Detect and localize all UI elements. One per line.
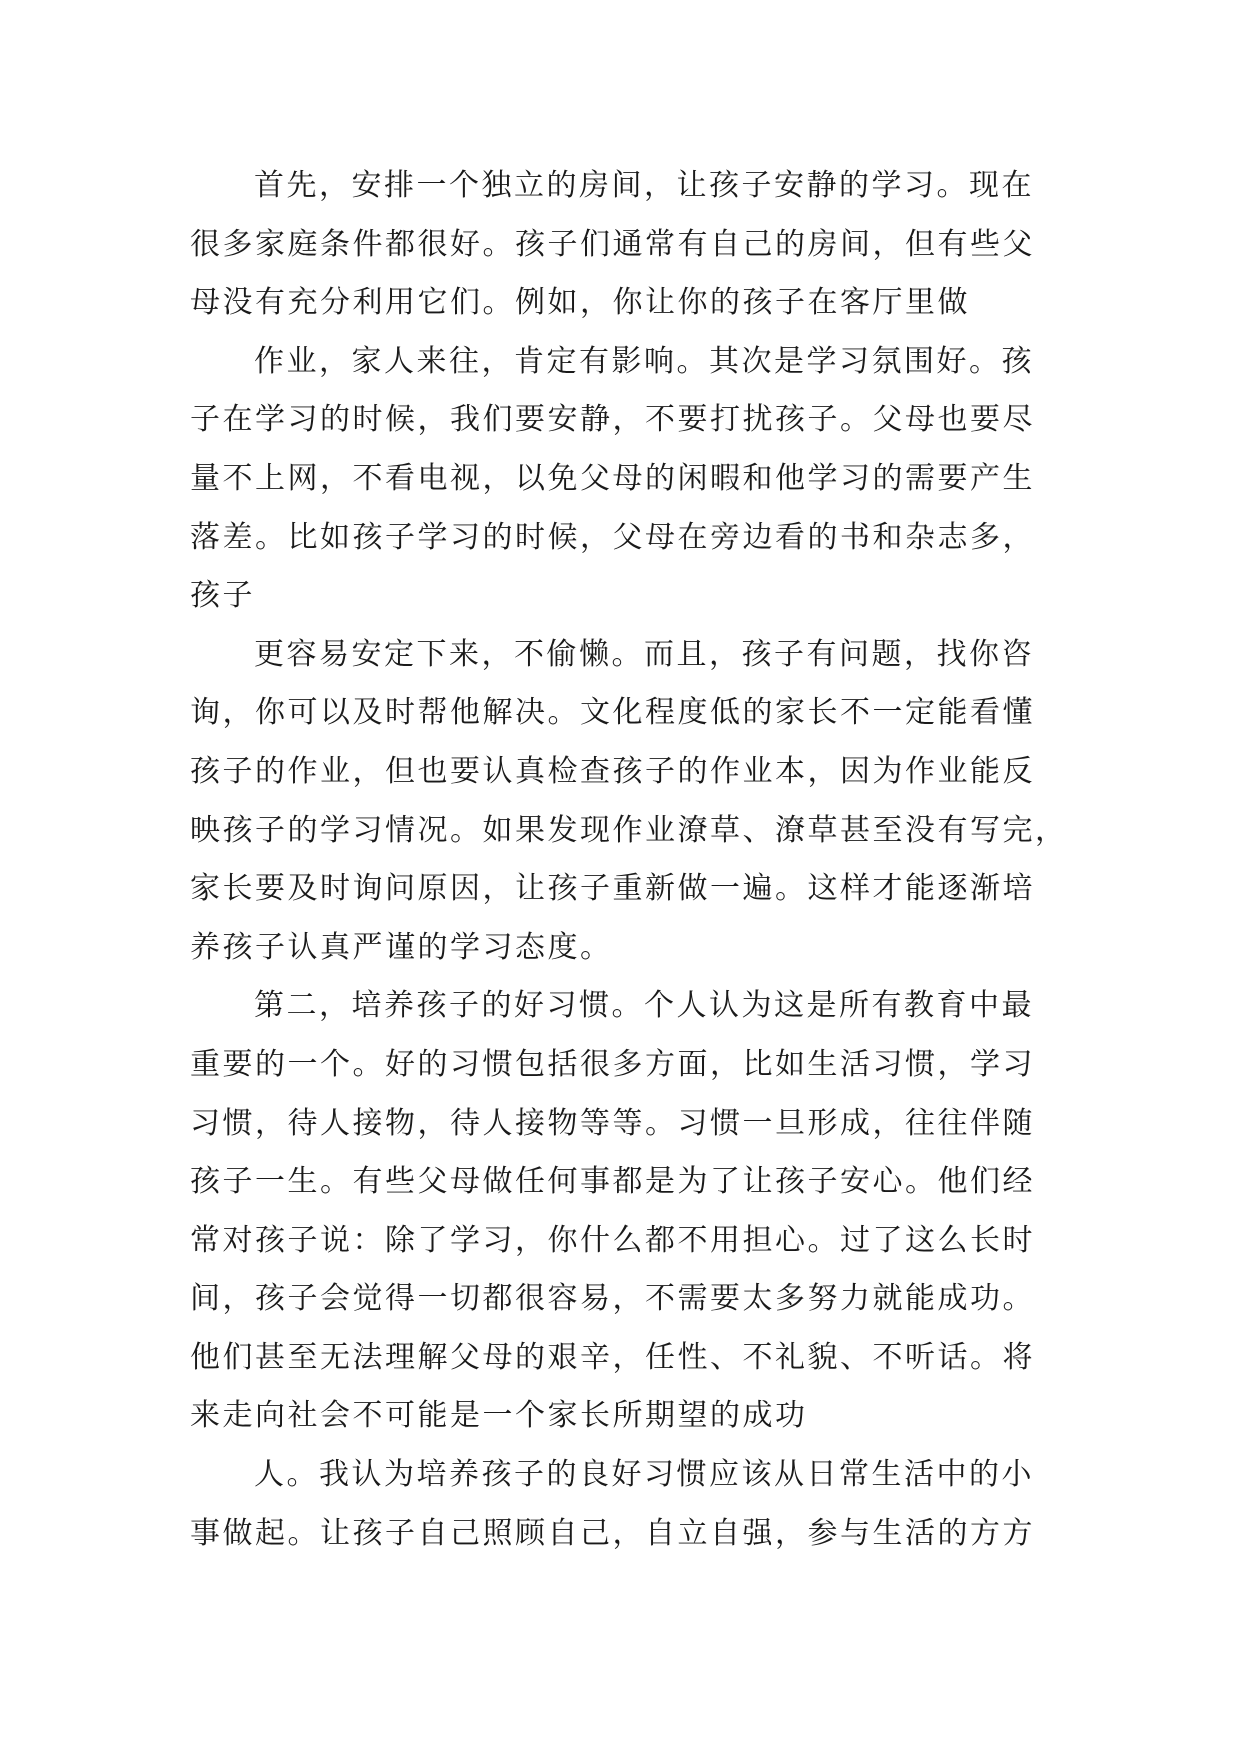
text-line: 作业，家人来往，肯定有影响。其次是学习氛围好。孩 xyxy=(254,343,1034,379)
text-line: 落差。比如孩子学习的时候，父母在旁边看的书和杂志多， xyxy=(190,519,1035,555)
text-line: 母没有充分利用它们。例如，你让你的孩子在客厅里做 xyxy=(190,285,970,321)
text-line: 孩子 xyxy=(190,578,255,614)
document-body xyxy=(190,157,1068,1563)
text-line: 家长要及时询问原因，让孩子重新做一遍。这样才能逐渐培 xyxy=(190,871,1035,907)
text-line: 首先，安排一个独立的房间，让孩子安静的学习。现在 xyxy=(254,168,1034,203)
text-line: 常对孩子说：除了学习，你什么都不用担心。过了这么长时 xyxy=(190,1222,1035,1258)
text-line: 间，孩子会觉得一切都很容易，不需要太多努力就能成功。 xyxy=(190,1281,1035,1317)
text-line: 来走向社会不可能是一个家长所期望的成功 xyxy=(190,1398,808,1434)
paragraph-4 xyxy=(190,977,1050,1446)
text-line: 习惯，待人接物，待人接物等等。习惯一旦形成，往往伴随 xyxy=(190,1105,1035,1141)
paragraph-2 xyxy=(190,333,1050,626)
text-line: 人。我认为培养孩子的良好习惯应该从日常生活中的小 xyxy=(254,1457,1034,1493)
paragraph-3 xyxy=(190,626,1068,978)
paragraph-1 xyxy=(190,157,1050,333)
text-line: 询，你可以及时帮他解决。文化程度低的家长不一定能看懂 xyxy=(190,695,1035,731)
text-line: 孩子一生。有些父母做任何事都是为了让孩子安心。他们经 xyxy=(190,1164,1035,1200)
text-line: 重要的一个。好的习惯包括很多方面，比如生活习惯，学习 xyxy=(190,1046,1035,1082)
text-line: 很多家庭条件都很好。孩子们通常有自己的房间，但有些父 xyxy=(190,226,1035,262)
paragraph-5 xyxy=(190,1446,1050,1563)
text-line: 更容易安定下来，不偷懒。而且，孩子有问题，找你咨 xyxy=(254,636,1034,672)
text-line: 映孩子的学习情况。如果发现作业潦草、潦草甚至没有写完， xyxy=(190,812,1068,848)
text-line: 子在学习的时候，我们要安静，不要打扰孩子。父母也要尽 xyxy=(190,402,1035,438)
text-line: 量不上网，不看电视，以免父母的闲暇和他学习的需要产生 xyxy=(190,460,1035,496)
text-line: 养孩子认真严谨的学习态度。 xyxy=(190,929,613,965)
text-line: 他们甚至无法理解父母的艰辛，任性、不礼貌、不听话。将 xyxy=(190,1339,1035,1375)
text-line: 事做起。让孩子自己照顾自己，自立自强，参与生活的方方 xyxy=(190,1515,1035,1551)
text-line: 第二，培养孩子的好习惯。个人认为这是所有教育中最 xyxy=(254,988,1034,1024)
text-line: 孩子的作业，但也要认真检查孩子的作业本，因为作业能反 xyxy=(190,753,1035,789)
